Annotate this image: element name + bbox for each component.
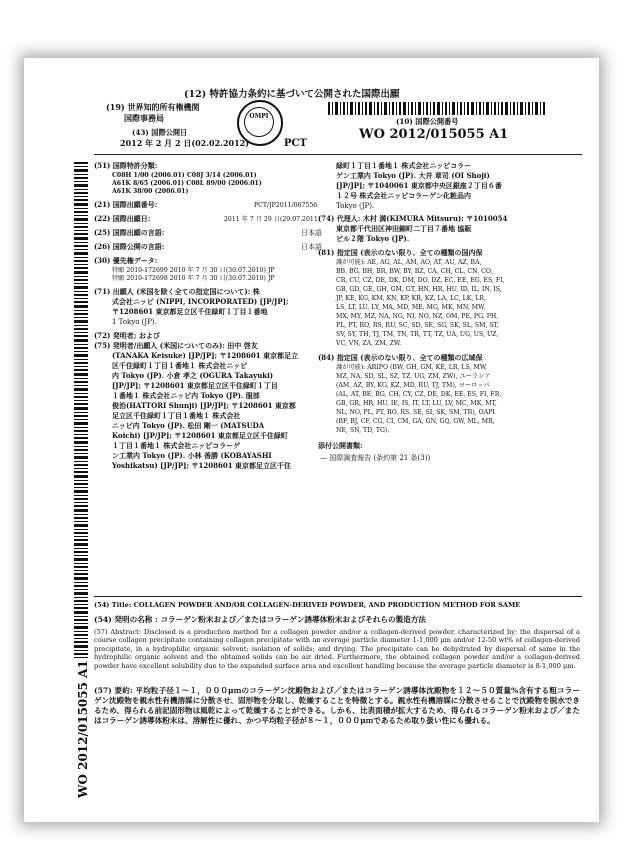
inventor-line: 足立区千住緑町１丁目１番地１ 株式会社: [112, 411, 241, 420]
national-label: (81) 指定国 (表示のない限り、全ての種類の国内保: [318, 248, 483, 257]
cont-line: [JP/JP]; 〒1040061 東京都中央区銀座２丁目６番: [336, 181, 502, 190]
inventor72-label: (72) 発明者; および: [94, 331, 160, 340]
abstract-en: (57) Abstract: Disclosed is a production method for a collagen powder and/or a collagen-derived powder, characterized by: the dispersal of a course collagen precipitate containing collagen precipitate with an average particle diameter 1-1,000 μm and/or 12-50 wt% of collagen-derived precipitate, in a hydrophilic organic solvent; isolation of solids; and drying. The precipitate can be dehydrated by dispersal of same in the hydrophilic organic solvent and the obtained solids can be air dried. Furthermore, the obtained collagen powder and/or a collagen-derived powder have excellent solubility due to the expanded surface area and excellent handling because the average particle diameter is 8-1,000 μm.: [94, 628, 580, 670]
inventor75-label: (75) 発明者/出願人 (米国についてのみ): 田中 啓友: [94, 341, 258, 350]
priority-line: 特願 2010-172698 2010 年 7 月 30 日(30.07.2010) JP: [112, 275, 275, 282]
attached-label: 添付公開書類:: [318, 441, 363, 450]
regional-line: NL, NO, PL, PT, RO, RS, SE, SI, SK, SM, TR), OAPI: [336, 409, 495, 416]
national-line: MX, MY, MZ, NA, NG, NI, NO, NZ, OM, PE, PG, PH,: [336, 313, 499, 320]
inventor-line: 内 Tokyo (JP). 小倉 孝之 (OGURA Takayuki): [112, 371, 274, 380]
inventor-line: Koichi) [JP/JP]; 〒1208601 東京都足立区千住緑町: [112, 431, 288, 440]
inventor-line: １丁目１番地１ 株式会社ニッピコラーゲ: [112, 441, 241, 450]
barcode-top: [328, 100, 548, 113]
inventor-line: 区千住緑町１丁目１番地１ 株式会社ニッピ: [112, 361, 248, 370]
inventor-line: (TANAKA Keisuke) [JP/JP]; 〒1208601 東京都足立: [112, 351, 299, 360]
office-name-line2: 国際事務局: [124, 113, 164, 123]
lang-label: (25) 国際出願の言語:: [94, 228, 165, 237]
pubdate-label: (43) 国際公開日: [132, 128, 188, 137]
national-line: VC, VN, ZA, ZM, ZW.: [336, 340, 402, 347]
cont-line: ゲン工業内 Tokyo (JP). 大井 章司 (OI Shoji): [336, 171, 490, 180]
office-block: [106, 102, 200, 113]
header-divider: [94, 154, 582, 155]
agent-line: ビル２階 Tokyo (JP).: [336, 234, 410, 243]
lang-value: 日本語: [301, 229, 322, 237]
title-ja: (54) 発明の名称 : コラーゲン粉末および／またはコラーゲン誘導体粉末およびそれらの製造方法: [94, 615, 426, 624]
barcode-top-icon: [328, 102, 548, 115]
regional-line: MZ, NA, SD, SL, SZ, TZ, UG, ZM, ZW), ユーラシア: [336, 373, 491, 380]
publang-value: 日本語: [301, 243, 322, 251]
office-number: (19): [106, 102, 125, 112]
barcode-spine: [74, 162, 88, 662]
national-line: GB, GD, GE, GH, GM, GT, HN, HR, HU, ID, IL, IN, IS,: [336, 286, 502, 293]
national-line: BB, BG, BH, BR, BW, BY, BZ, CA, CH, CL, CN, CO,: [336, 268, 493, 275]
national-line: 護が可能): AE, AG, AL, AM, AO, AT, AU, AZ, BA,: [336, 259, 482, 266]
barcode-spine-icon: [74, 162, 88, 662]
inventor-line: ニッピ内 Tokyo (JP). 松田 剛一 (MATSUDA: [112, 421, 265, 430]
applicant-line: 式会社ニッピ (NIPPI, INCORPORATED) [JP/JP];: [112, 297, 289, 306]
inventor-line: ン工業内 Tokyo (JP). 小林 善勝 (KOBAYASHI: [112, 451, 272, 460]
regional-line: NE, SN, TD, TG).: [336, 427, 390, 434]
spine-pubnum: WO 2012/015055 A1: [76, 660, 90, 798]
cont-line: Tokyo (JP).: [336, 202, 375, 210]
office-name-line1: 世界知的所有権機関: [127, 102, 200, 112]
applicant-line: 1 Tokyo (JP).: [112, 318, 157, 326]
patent-page: [24, 58, 599, 822]
attached-item: — 国際調査報告 (条約第 21 条(3)): [320, 454, 431, 462]
ipc-line: A61K 38/00 (2006.01): [112, 188, 189, 195]
inventor-line: Yoshikatsu) [JP/JP]; 〒1208601 東京都足立区千住: [112, 461, 292, 470]
agent-line: 東京都千代田区神田錦町二丁目７番地 協販: [336, 224, 472, 233]
app-no-label: (21) 国際出願番号:: [94, 200, 158, 209]
abstract-ja: (57) 要約: 平均粒子径１～１，０００μｍのコラーゲン沈殿物および／またはコラーゲン誘導体沈殿物を１２～５０質量%含有する粗コラーゲン沈殿物を親水性有機溶媒に分散させ、固形物を分取し、乾燥することを特徴とする。親水性有機溶媒に分散させることで沈殿物を脱水できるため、得られる前記固形物は風乾によって乾燥することができる。しかも、比表面積が拡大するため、得られるコラーゲン粉末および／またはコラーゲン誘導体粉末は、溶解性に優れ、かつ平均粒子径が８～１，０００μｍであるため取り扱い性にも優れる。: [94, 686, 580, 725]
inventor-line: [JP/JP]; 〒1208601 東京都足立区千住緑町１丁目: [112, 381, 278, 390]
regional-line: (BF, BJ, CF, CG, CI, CM, GA, GN, GQ, GW, ML, MR,: [336, 418, 495, 425]
national-line: PL, PT, RO, RS, RU, SC, SD, SE, SG, SK, SL, SM, ST,: [336, 322, 499, 329]
pubnum-label: (10) 国際公開番号: [396, 117, 459, 126]
regional-line: (AL, AT, BE, BG, CH, CY, CZ, DE, DK, EE, ES, FI, FR,: [336, 391, 502, 398]
inventor-line: １番地１ 株式会社ニッピ内 Tokyo (JP). 服部: [112, 391, 260, 400]
national-line: CR, CU, CZ, DE, DK, DM, DO, DZ, EC, EE, EG, ES, FI,: [336, 277, 505, 284]
priority-label: (30) 優先権データ:: [94, 256, 158, 265]
ipc-line: C08H 1/00 (2006.01) C08J 3/14 (2006.01): [112, 172, 257, 179]
national-line: SV, SY, TH, TJ, TM, TN, TR, TT, TZ, UA, UG, US, UZ,: [336, 331, 499, 338]
agent-label: (74) 代理人: 木村 満(KIMURA Mitsuru); 〒1010054: [318, 214, 508, 223]
ipc-line: A61K 8/65 (2006.01) C08L 89/00 (2006.01): [112, 180, 262, 187]
wipo-seal-text: OMPI: [249, 113, 269, 120]
ipc-label: (51) 国際特許分類:: [94, 161, 158, 170]
publang-label: (26) 国際公開の言語:: [94, 242, 165, 251]
pubnum-value: WO 2012/015055 A1: [359, 127, 509, 142]
regional-line: 護が可能): ARIPO (BW, GH, GM, KE, LR, LS, MW,: [336, 364, 488, 371]
applicant-line: 〒1208601 東京都足立区千住緑町１丁目１番地: [112, 307, 268, 316]
app-no-value: PCT/JP2011/067556: [254, 202, 318, 209]
cont-line: １２号 株式会社ニッピコラーゲン化粧品内: [336, 191, 472, 200]
title-en: (54) Title: COLLAGEN POWDER AND/OR COLLAGEN-DERIVED POWDER, AND PRODUCTION METHOD FOR SAME: [94, 601, 521, 609]
pct-label: PCT: [284, 138, 307, 149]
pubdate-value: 2012 年 2 月 2 日(02.02.2012): [120, 138, 249, 148]
bottom-divider: [94, 596, 582, 597]
applicant-label: (71) 出願人 (米国を除く全ての指定国について): 株: [94, 287, 260, 296]
national-line: JP, KE, KG, KM, KN, KP, KR, KZ, LA, LC, LK, LR,: [336, 295, 487, 302]
inventor-line: 俊治(HATTORI Shunji) [JP/JP]; 〒1208601 東京都: [112, 401, 296, 410]
regional-line: GB, GR, HR, HU, IE, IS, IT, LT, LU, LV, MC, MK, MT,: [336, 400, 497, 407]
filing-value: 2011 年 7 月 29 日(29.07.2011): [224, 216, 321, 223]
document-title: (12) 特許協力条約に基づいて公開された国際出願: [184, 89, 400, 100]
priority-line: 特願 2010-172699 2010 年 7 月 30 日(30.07.2010) JP: [112, 267, 275, 274]
regional-line: (AM, AZ, BY, KG, KZ, MD, RU, TJ, TM), ヨーロッパ: [336, 382, 490, 389]
cont-line: 緑町１丁目１番地１ 株式会社ニッピコラー: [336, 161, 472, 170]
filing-label: (22) 国際出願日:: [94, 214, 151, 223]
regional-label: (84) 指定国 (表示のない限り、全ての種類の広域保: [318, 353, 483, 362]
national-line: LS, LT, LU, LY, MA, MD, ME, MG, MK, MN, MW,: [336, 304, 486, 311]
